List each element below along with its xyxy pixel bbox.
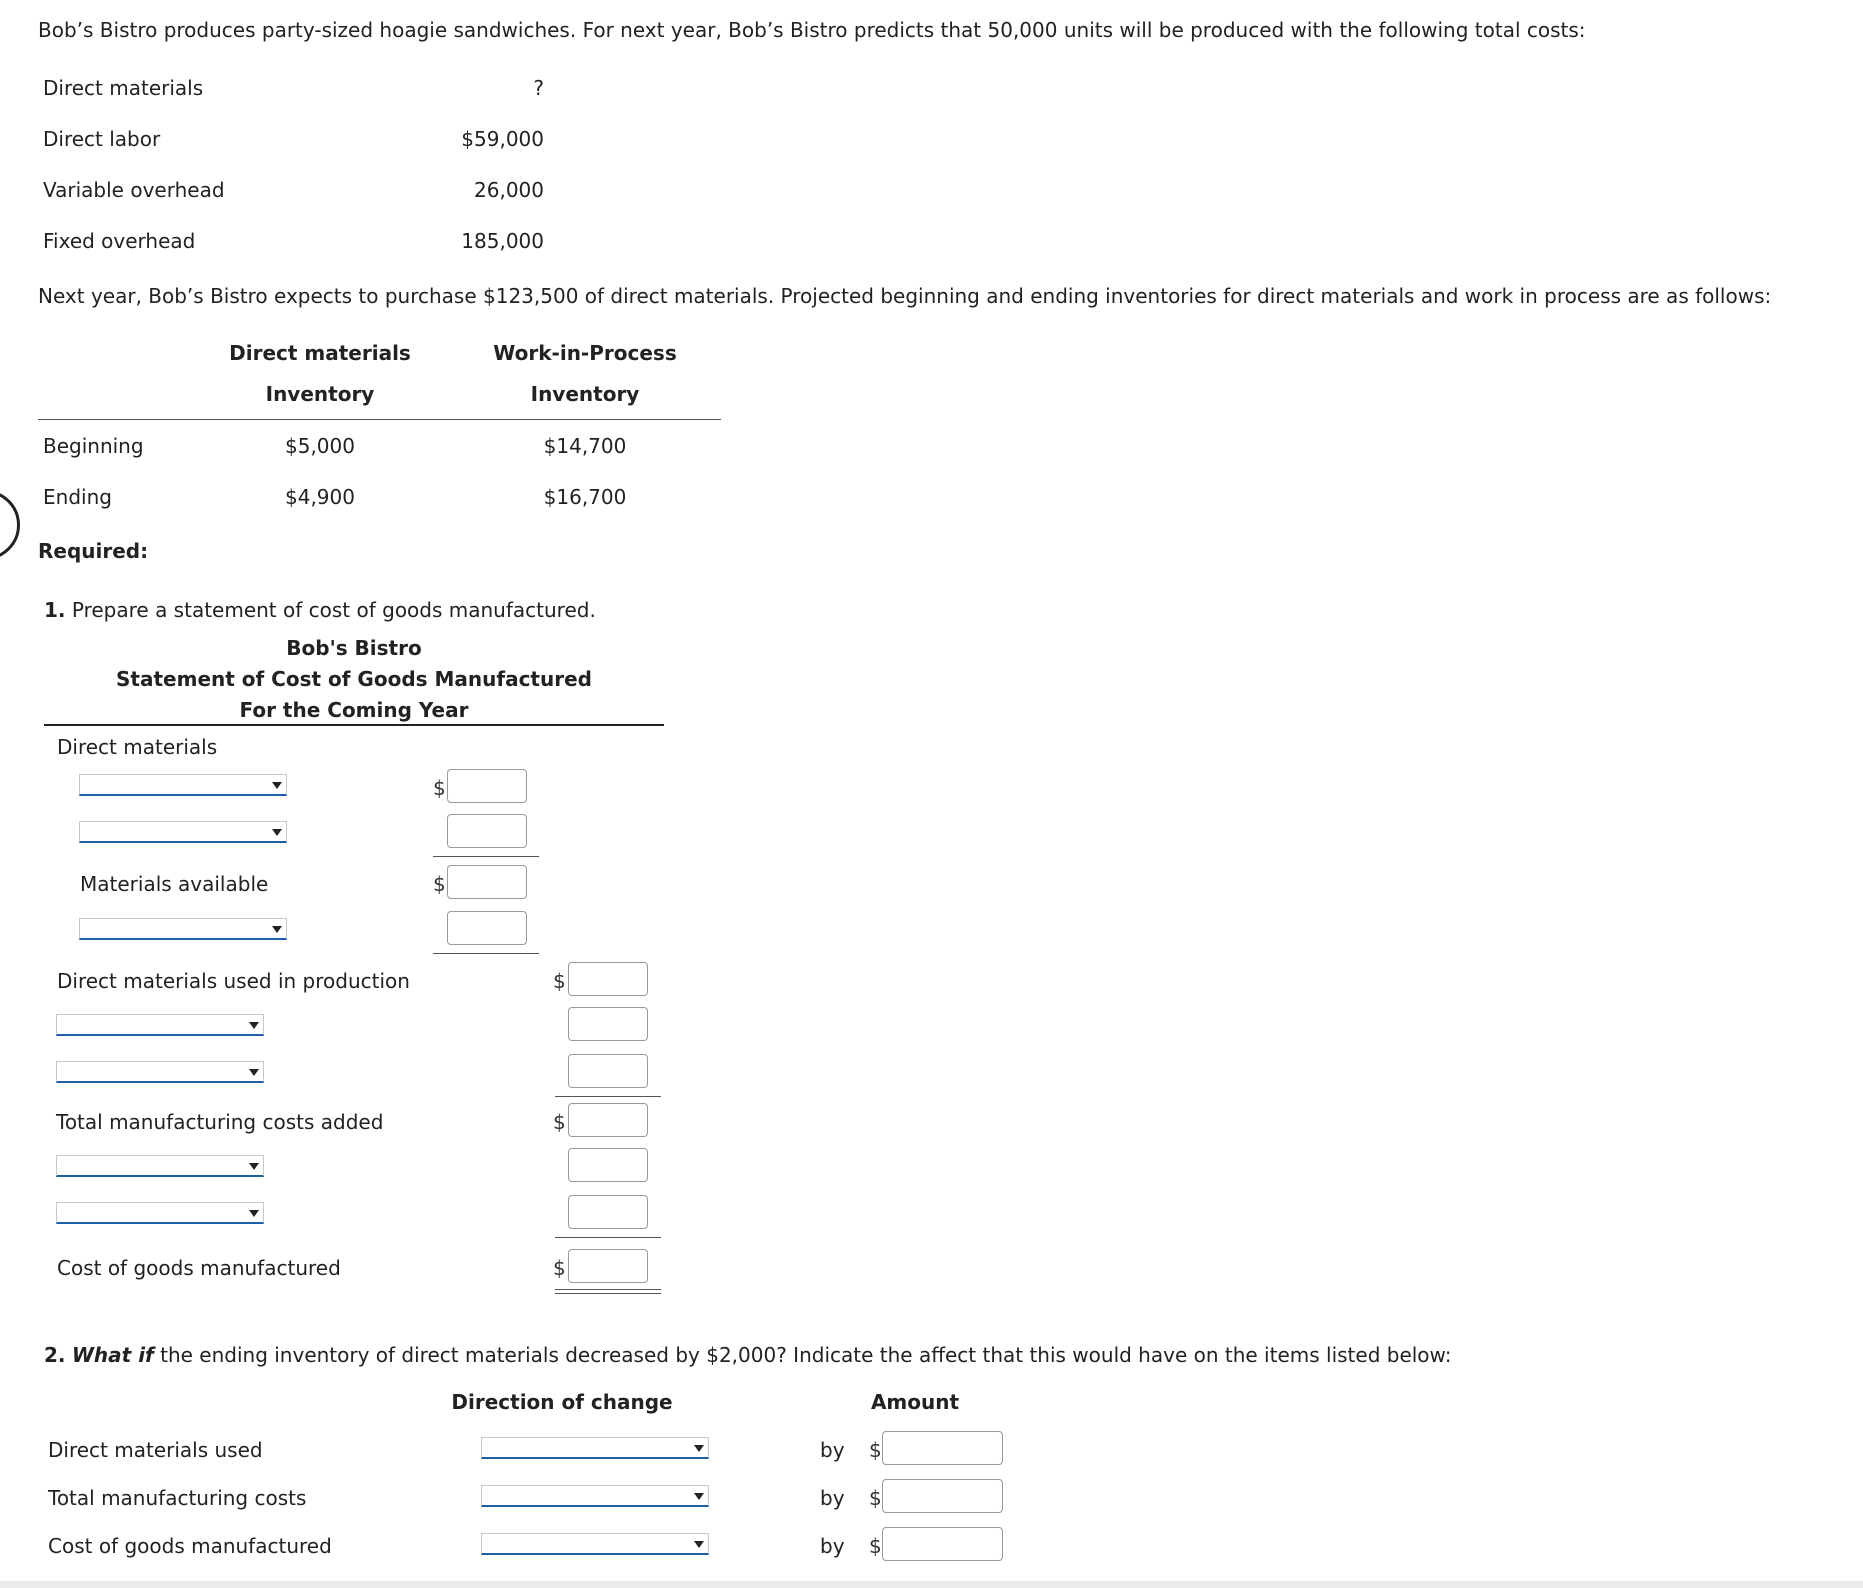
inv-row-ending-wip: $16,700 <box>543 485 627 509</box>
intro-text: Bob’s Bistro produces party-sized hoagie sandwiches. For next year, Bob’s Bistro predicts that 50,000 units will be produced with the following total costs: <box>38 18 1586 42</box>
q2-row-dm-used-by: by <box>820 1438 845 1462</box>
inv-row-beginning-dm: $5,000 <box>285 434 355 458</box>
q2-row-dm-used-amount-input[interactable] <box>882 1431 1003 1465</box>
q2-row-cogm-label: Cost of goods manufactured <box>48 1534 332 1558</box>
stmt-cost-select-1[interactable] <box>56 1014 264 1036</box>
purchase-text: Next year, Bob’s Bistro expects to purchase $123,500 of direct materials. Projected beginning and ending inventories for direct materials and work in process are as follows: <box>38 284 1772 308</box>
stmt-wip-select-2[interactable] <box>56 1202 264 1224</box>
cost-value-direct-labor: $59,000 <box>461 127 544 151</box>
q2-row-total-mfg-label: Total manufacturing costs <box>48 1486 307 1510</box>
stmt-wip-input-1[interactable] <box>568 1148 648 1182</box>
statement-period: For the Coming Year <box>239 698 469 722</box>
stmt-cost-input-1[interactable] <box>568 1007 648 1041</box>
q2-direction-header: Direction of change <box>451 1390 673 1414</box>
q2-row-total-mfg-by: by <box>820 1486 845 1510</box>
inv-header-wip-line1: Work-in-Process <box>493 341 677 365</box>
q2-text: the ending inventory of direct materials decreased by $2,000? Indicate the affect that this would have on the items listed below: <box>160 1343 1452 1367</box>
inv-row-beginning-wip: $14,700 <box>543 434 627 458</box>
stmt-sum-line-2 <box>433 953 539 954</box>
stmt-total-added-label: Total manufacturing costs added <box>56 1110 384 1134</box>
q2-row-cogm-amount-input[interactable] <box>882 1527 1003 1561</box>
stmt-dm-dollar-1: $ <box>433 776 446 800</box>
q2-row-dm-used-dollar: $ <box>869 1438 882 1462</box>
stmt-dm-select-1[interactable] <box>79 774 287 796</box>
chevron-down-icon <box>249 1022 259 1029</box>
inv-row-beginning-label: Beginning <box>43 434 144 458</box>
required-heading: Required: <box>38 539 149 563</box>
chevron-down-icon <box>694 1445 704 1452</box>
cost-label-variable-overhead: Variable overhead <box>43 178 225 202</box>
q2-row-cogm-by: by <box>820 1534 845 1558</box>
stmt-wip-input-2[interactable] <box>568 1195 648 1229</box>
q2-row-total-mfg-dollar: $ <box>869 1486 882 1510</box>
stmt-materials-available-input[interactable] <box>447 865 527 899</box>
stmt-double-line-bottom <box>555 1293 661 1294</box>
chevron-down-icon <box>272 926 282 933</box>
q1-number: 1. <box>44 598 66 622</box>
stmt-dm-select-2[interactable] <box>79 821 287 843</box>
stmt-dm-input-2[interactable] <box>447 814 527 848</box>
stmt-total-added-dollar: $ <box>553 1110 566 1134</box>
cost-value-fixed-overhead: 185,000 <box>461 229 544 253</box>
q2-row-cogm-direction-select[interactable] <box>481 1533 709 1555</box>
q2-what-if: What if <box>71 1343 154 1367</box>
stmt-cost-input-2[interactable] <box>568 1054 648 1088</box>
q2-row-dm-used-direction-select[interactable] <box>481 1437 709 1459</box>
q2-prompt <box>44 1343 1452 1367</box>
q2-row-total-mfg-amount-input[interactable] <box>882 1479 1003 1513</box>
chevron-down-icon <box>249 1069 259 1076</box>
stmt-double-line-top <box>555 1289 661 1290</box>
q2-row-total-mfg-direction-select[interactable] <box>481 1485 709 1507</box>
cost-label-fixed-overhead: Fixed overhead <box>43 229 196 253</box>
stmt-materials-available-dollar: $ <box>433 872 446 896</box>
statement-company: Bob's Bistro <box>286 636 422 660</box>
chevron-down-icon <box>249 1210 259 1217</box>
chevron-down-icon <box>272 829 282 836</box>
stmt-cogm-input[interactable] <box>568 1249 648 1283</box>
stmt-dm-select-3[interactable] <box>79 918 287 940</box>
stmt-dm-used-label: Direct materials used in production <box>57 969 410 993</box>
stmt-sum-line-4 <box>555 1237 661 1238</box>
stmt-sum-line-1 <box>433 856 539 857</box>
stmt-cost-select-2[interactable] <box>56 1061 264 1083</box>
stmt-dm-input-1[interactable] <box>447 769 527 803</box>
chevron-down-icon <box>272 782 282 789</box>
inv-row-ending-dm: $4,900 <box>285 485 355 509</box>
stmt-dm-used-input[interactable] <box>568 962 648 996</box>
cost-value-variable-overhead: 26,000 <box>474 178 544 202</box>
stmt-dm-label: Direct materials <box>57 735 218 759</box>
stmt-cogm-dollar: $ <box>553 1256 566 1280</box>
q2-number: 2. <box>44 1343 66 1367</box>
statement-title: Statement of Cost of Goods Manufactured <box>116 667 592 691</box>
chevron-down-icon <box>249 1163 259 1170</box>
q1-prompt <box>44 598 596 622</box>
chevron-down-icon <box>694 1541 704 1548</box>
stmt-cogm-label: Cost of goods manufactured <box>57 1256 341 1280</box>
cost-label-direct-labor: Direct labor <box>43 127 161 151</box>
stmt-sum-line-3 <box>555 1096 661 1097</box>
inv-header-dm-line2: Inventory <box>265 382 375 406</box>
chevron-down-icon <box>694 1493 704 1500</box>
decorative-circle <box>0 490 20 560</box>
stmt-dm-input-3[interactable] <box>447 911 527 945</box>
inv-header-dm-line1: Direct materials <box>229 341 411 365</box>
q1-text: Prepare a statement of cost of goods manufactured. <box>71 598 596 622</box>
inv-header-wip-line2: Inventory <box>530 382 640 406</box>
statement-header-divider <box>44 724 664 726</box>
cost-label-direct-materials: Direct materials <box>43 76 204 100</box>
stmt-dm-used-dollar: $ <box>553 969 566 993</box>
inv-row-ending-label: Ending <box>43 485 112 509</box>
q2-row-dm-used-label: Direct materials used <box>48 1438 263 1462</box>
cost-value-direct-materials: ? <box>533 76 544 100</box>
stmt-wip-select-1[interactable] <box>56 1155 264 1177</box>
stmt-materials-available-label: Materials available <box>80 872 269 896</box>
q2-amount-header: Amount <box>870 1390 960 1414</box>
page-bottom-bar <box>0 1581 1863 1588</box>
stmt-total-added-input[interactable] <box>568 1103 648 1137</box>
inv-header-divider <box>38 419 721 420</box>
q2-row-cogm-dollar: $ <box>869 1534 882 1558</box>
